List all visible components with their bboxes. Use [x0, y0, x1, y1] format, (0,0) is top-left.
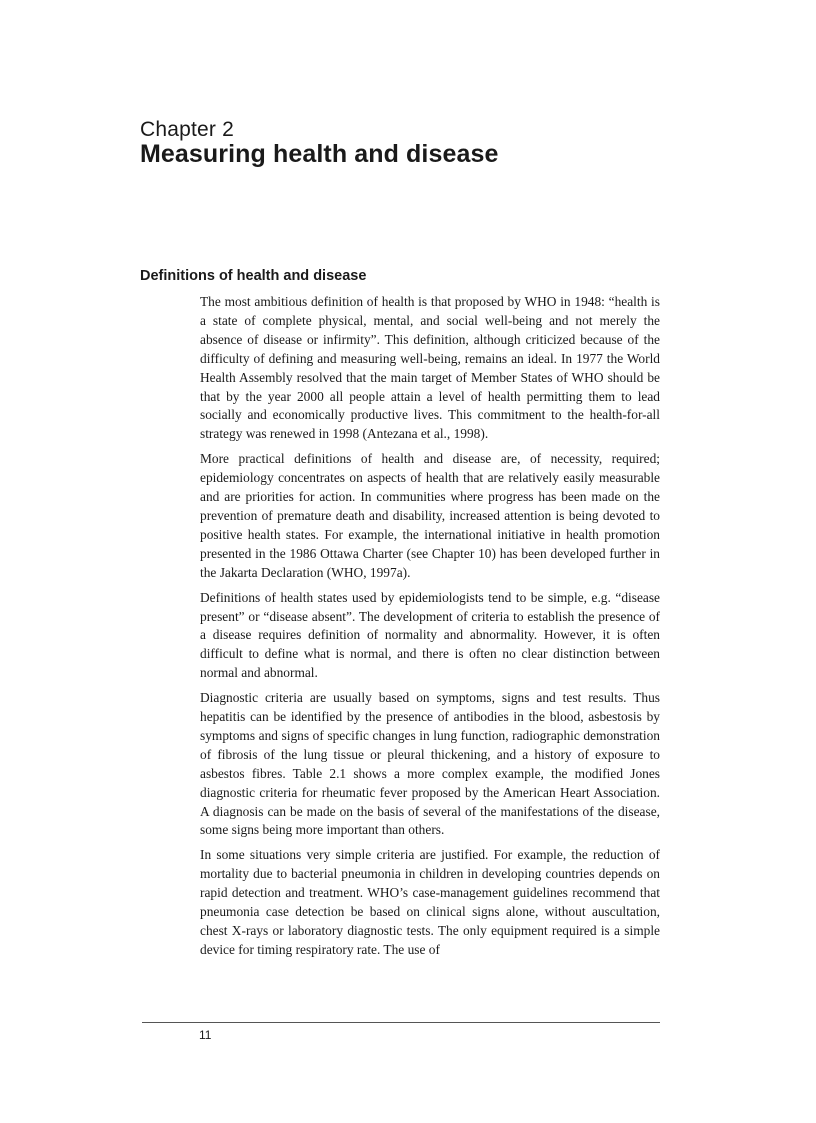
paragraph-5: In some situations very simple criteria are justified. For example, the reduction of mortality due to bacterial pneumonia in children in developing countries depends on rapid detection and treatment. WHO’s case-management guidelines recommend that pneumonia case detection be based on clinical signs alone, without auscultation, chest X-rays or laboratory diagnostic tests. The only equipment required is a simple device for timing respiratory rate. The use of	[200, 847, 660, 957]
body-text	[200, 293, 660, 966]
chapter-label: Chapter 2	[140, 118, 235, 141]
paragraph-1: The most ambitious definition of health is that proposed by WHO in 1948: “health is a state of complete physical, mental, and social well-being and not merely the absence of disease or infirmity”. This definition, although criticized because of the difficulty of defining and measuring well-being, remains an ideal. In 1977 the World Health Assembly resolved that the main target of Member States of WHO should be that by the year 2000 all people attain a level of health permitting them to lead socially and economically productive lives. This commitment to the health-for-all strategy was renewed in 1998 (Antezana et al., 1998).	[200, 294, 660, 442]
paragraph-2: More practical definitions of health and disease are, of necessity, required; epidemiology concentrates on aspects of health that are relatively easily measurable and are priorities for action. In communities where progress has been made on the prevention of premature death and disability, increased attention is being devoted to positive health states. For example, the international initiative in health promotion presented in the 1986 Ottawa Charter (see Chapter 10) has been developed further in the Jakarta Declaration (WHO, 1997a).	[200, 451, 660, 580]
footer-divider	[142, 1022, 660, 1023]
section-heading: Definitions of health and disease	[140, 268, 367, 284]
paragraph-3: Definitions of health states used by epidemiologists tend to be simple, e.g. “disease present” or “disease absent”. The development of criteria to establish the presence of a disease requires definition of normality and abnormality. However, it is often difficult to define what is normal, and there is often no clear distinction between normal and abnormal.	[200, 589, 660, 681]
paragraph-4: Diagnostic criteria are usually based on symptoms, signs and test results. Thus hepatitis can be identified by the presence of antibodies in the blood, asbestosis by symptoms and signs of specific changes in lung function, radiographic demonstration of fibrosis of the lung tissue or pleural thickening, and a history of exposure to asbestos fibres. Table 2.1 shows a more complex example, the modified Jones diagnostic criteria for rheumatic fever proposed by the American Heart Association. A diagnosis can be made on the basis of several of the manifestations of the disease, some signs being more important than others.	[200, 690, 660, 838]
chapter-title: Measuring health and disease	[140, 140, 499, 168]
page-number: 11	[199, 1028, 212, 1042]
